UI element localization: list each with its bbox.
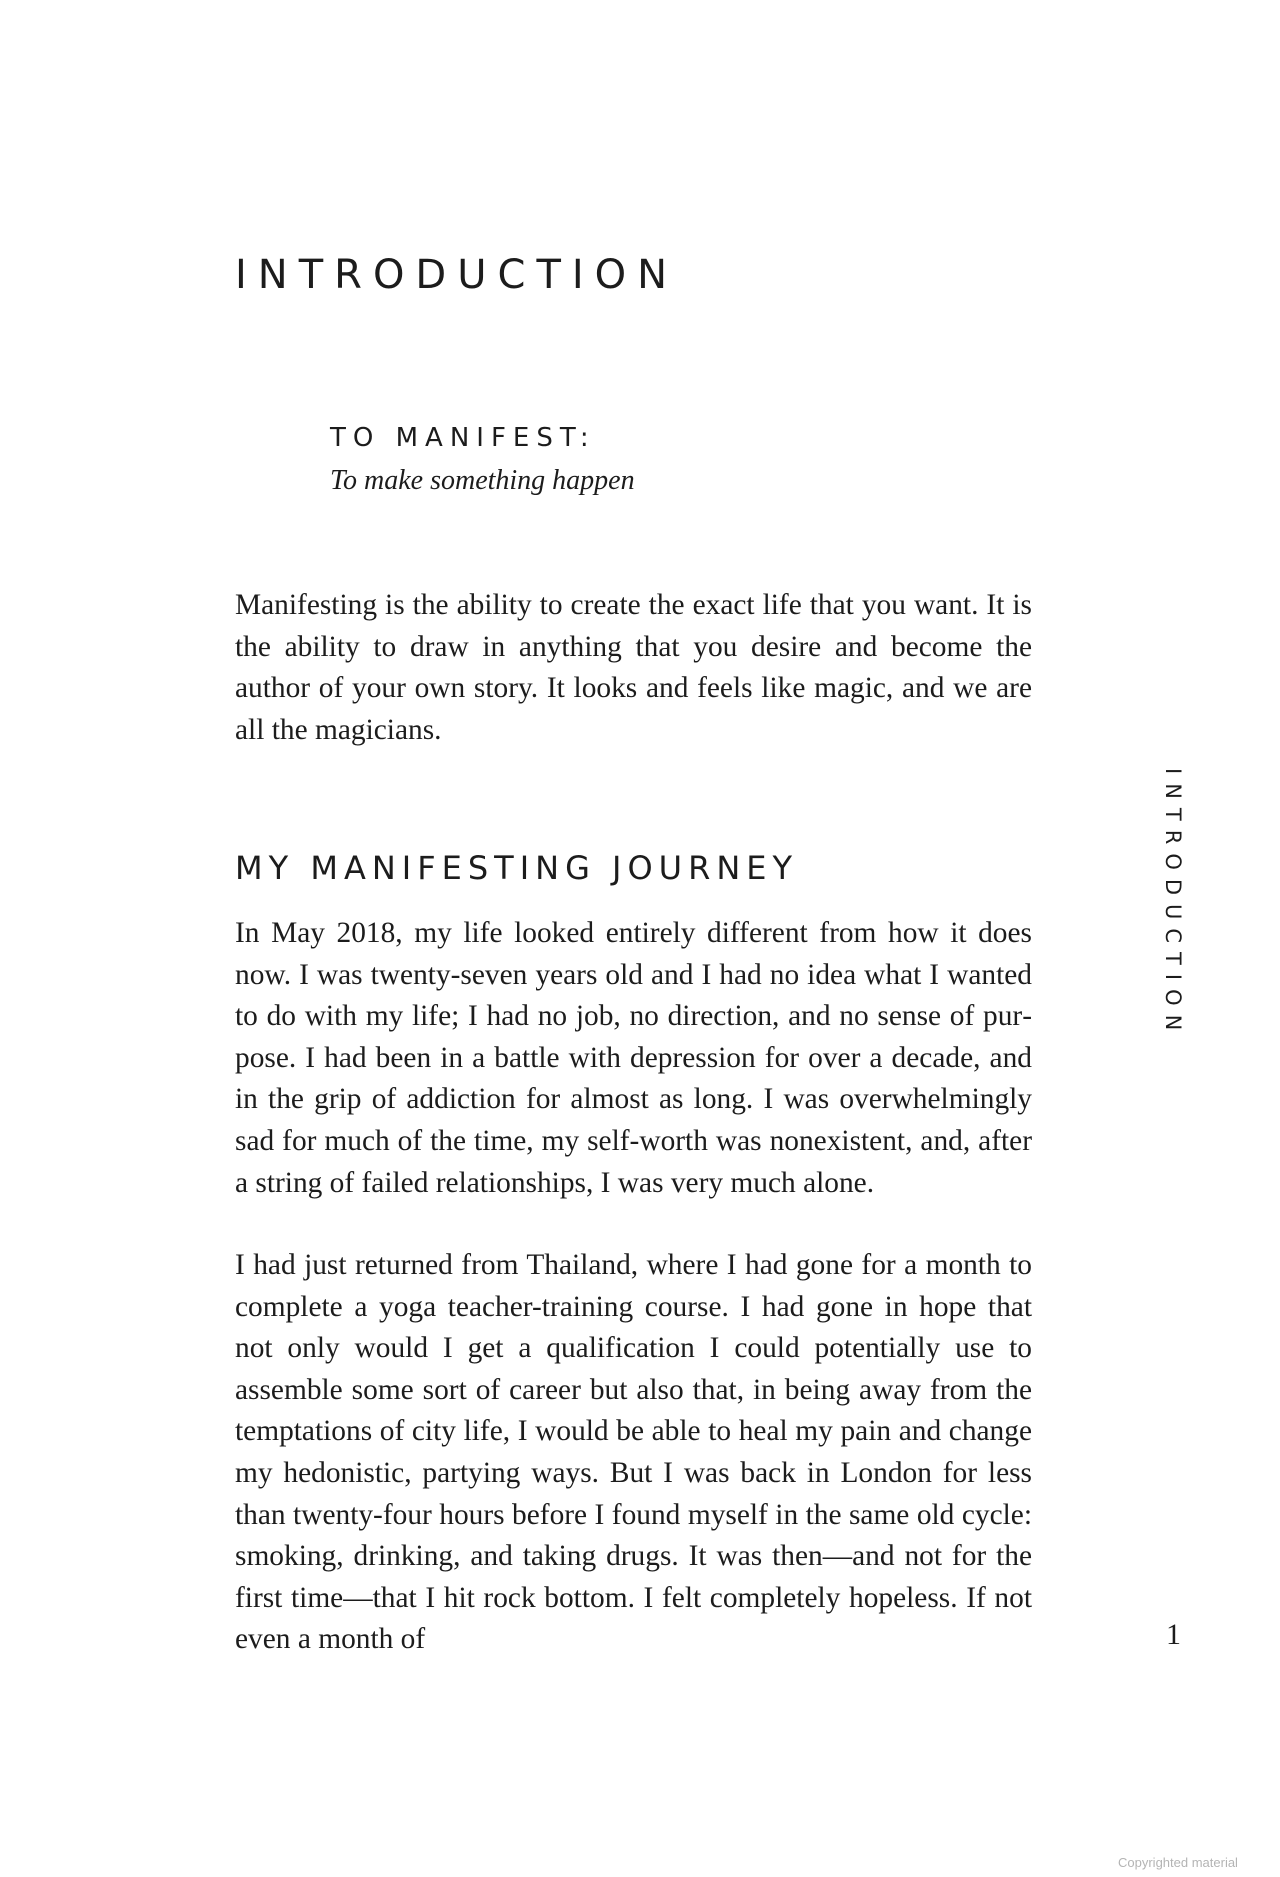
page-number: 1 (1166, 1618, 1181, 1651)
definition-block (330, 425, 635, 495)
section-heading: MY MANIFESTING JOURNEY (235, 849, 799, 887)
definition-term: TO MANIFEST: (330, 423, 596, 453)
journey-paragraph-2: I had just returned from Thailand, where I had gone for a month to complete a yoga teacher-training course. I had gone in hope that not only would I get a qualification I could potentially use to assemble some sort of career but also that, in being away from the temptations of city life, I would be able to heal my pain and change my hedonistic, partying ways. But I was back in London for less than twenty-four hours before I found myself in the same old cycle: smoking, drinking, and taking drugs. It was then—and not for the first time—that I hit rock bottom. I felt completely hopeless. If not even a month of (235, 1249, 1032, 1656)
definition-meaning: To make something happen (330, 465, 635, 496)
intro-paragraph: Manifesting is the ability to create the exact life that you want. It is the ability to draw in anything that you desire and become the author of your own story. It looks and feels like magic, and we are all the magicians. (235, 589, 1032, 746)
chapter-title: INTRODUCTION (235, 252, 679, 298)
running-head: INTRODUCTION (1161, 768, 1185, 1040)
copyright-notice: Copyrighted material (1118, 1855, 1238, 1870)
journey-paragraph-1: In May 2018, my life looked entirely different from how it does now. I was twenty-seven years old and I had no idea what I wanted to do with my life; I had no job, no direction, and no sense of purpose. I had been in a battle with depression for over a decade, and in the grip of addiction for almost as long. I was overwhelmingly sad for much of the time, my self-worth was nonexistent, and, after a string of failed relationships, I was very much alone. (235, 917, 1032, 1199)
